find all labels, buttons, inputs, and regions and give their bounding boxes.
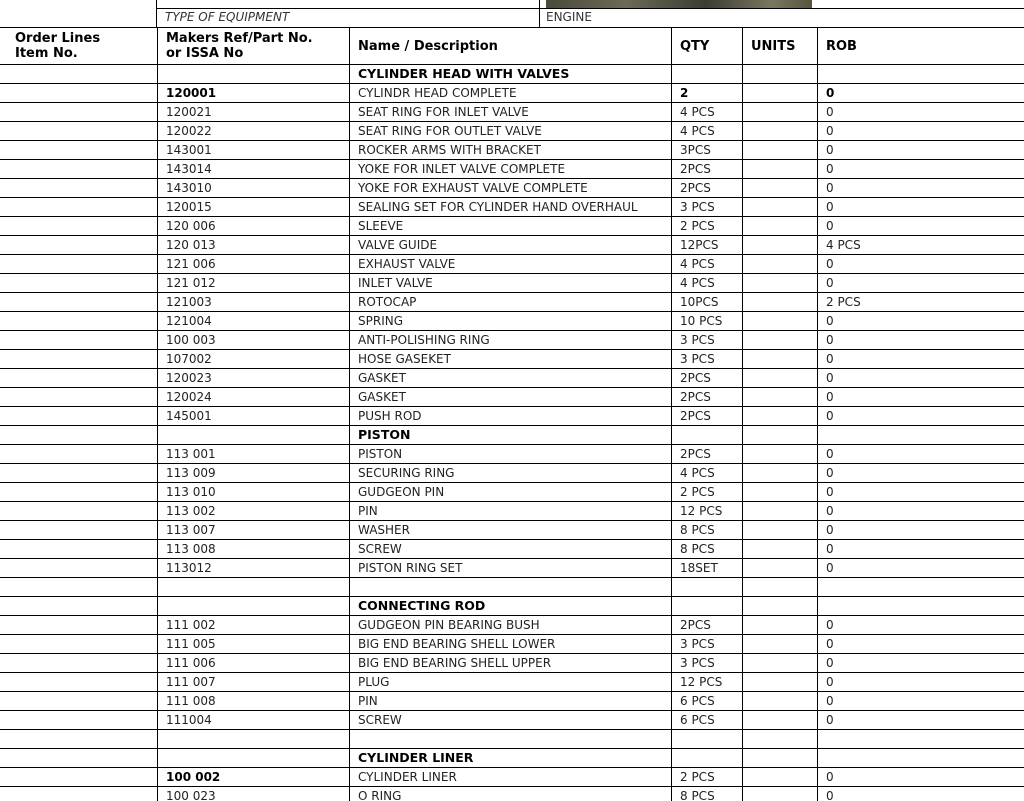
table-row — [1, 654, 1024, 673]
cell-rob: 0 — [818, 540, 1024, 559]
cell-name: CYLINDER HEAD WITH VALVES — [350, 65, 672, 84]
cell-units — [743, 597, 818, 616]
cell-qty: 2 PCS — [672, 768, 743, 787]
cell-qty: 10PCS — [672, 293, 743, 312]
table-row — [1, 198, 1024, 217]
cell-makers-ref: 111 002 — [158, 616, 350, 635]
cell-name: GASKET — [350, 388, 672, 407]
cell-name: WASHER — [350, 521, 672, 540]
table-row — [1, 274, 1024, 293]
table-row — [1, 236, 1024, 255]
cell-order-line — [1, 369, 158, 388]
cell-order-line — [1, 654, 158, 673]
cell-order-line — [1, 198, 158, 217]
cell-makers-ref: 145001 — [158, 407, 350, 426]
cell-units — [743, 787, 818, 801]
cell-makers-ref: 120015 — [158, 198, 350, 217]
parts-table — [0, 27, 1024, 801]
cell-qty — [672, 730, 743, 749]
header-order-lines: Order Lines Item No. — [1, 28, 158, 65]
cell-order-line — [1, 179, 158, 198]
cell-name: O RING — [350, 787, 672, 801]
cell-rob: 0 — [818, 521, 1024, 540]
table-row — [1, 540, 1024, 559]
cell-name: CYLINDR HEAD COMPLETE — [350, 84, 672, 103]
cell-order-line — [1, 236, 158, 255]
cell-order-line — [1, 768, 158, 787]
equipment-photo — [546, 0, 812, 8]
cell-name: PUSH ROD — [350, 407, 672, 426]
cell-order-line — [1, 407, 158, 426]
cell-makers-ref — [158, 65, 350, 84]
cell-makers-ref — [158, 426, 350, 445]
cell-rob: 0 — [818, 388, 1024, 407]
cell-qty: 4 PCS — [672, 464, 743, 483]
cell-qty: 3 PCS — [672, 331, 743, 350]
cell-makers-ref: 143001 — [158, 141, 350, 160]
cell-makers-ref: 111 007 — [158, 673, 350, 692]
cell-units — [743, 445, 818, 464]
cell-qty: 12PCS — [672, 236, 743, 255]
cell-units — [743, 559, 818, 578]
cell-order-line — [1, 540, 158, 559]
cell-makers-ref: 143010 — [158, 179, 350, 198]
cell-name: SEAT RING FOR INLET VALVE — [350, 103, 672, 122]
cell-qty: 2PCS — [672, 369, 743, 388]
cell-units — [743, 502, 818, 521]
cell-name: SPRING — [350, 312, 672, 331]
cell-order-line — [1, 274, 158, 293]
cell-order-line — [1, 502, 158, 521]
cell-order-line — [1, 749, 158, 768]
equipment-value: ENGINE — [546, 10, 592, 24]
cell-rob: 0 — [818, 274, 1024, 293]
cell-rob: 0 — [818, 559, 1024, 578]
cell-makers-ref — [158, 597, 350, 616]
cell-qty — [672, 426, 743, 445]
cell-makers-ref — [158, 730, 350, 749]
cell-name: BIG END BEARING SHELL UPPER — [350, 654, 672, 673]
cell-name: PLUG — [350, 673, 672, 692]
divider — [539, 0, 540, 27]
cell-units — [743, 730, 818, 749]
cell-qty — [672, 597, 743, 616]
cell-makers-ref: 113 001 — [158, 445, 350, 464]
cell-qty: 4 PCS — [672, 122, 743, 141]
table-row — [1, 312, 1024, 331]
cell-rob: 0 — [818, 692, 1024, 711]
cell-makers-ref: 121 012 — [158, 274, 350, 293]
cell-rob — [818, 426, 1024, 445]
cell-name — [350, 730, 672, 749]
cell-rob: 0 — [818, 122, 1024, 141]
cell-order-line — [1, 578, 158, 597]
cell-qty: 6 PCS — [672, 711, 743, 730]
table-row — [1, 635, 1024, 654]
cell-rob — [818, 749, 1024, 768]
cell-units — [743, 217, 818, 236]
cell-order-line — [1, 388, 158, 407]
cell-order-line — [1, 464, 158, 483]
cell-order-line — [1, 255, 158, 274]
cell-name: EXHAUST VALVE — [350, 255, 672, 274]
cell-makers-ref: 111004 — [158, 711, 350, 730]
section-header-row — [1, 597, 1024, 616]
table-row — [1, 407, 1024, 426]
cell-qty: 2PCS — [672, 616, 743, 635]
cell-makers-ref: 113 010 — [158, 483, 350, 502]
cell-rob: 0 — [818, 198, 1024, 217]
table-row — [1, 369, 1024, 388]
cell-qty: 2 PCS — [672, 483, 743, 502]
cell-units — [743, 654, 818, 673]
cell-name: YOKE FOR INLET VALVE COMPLETE — [350, 160, 672, 179]
cell-order-line — [1, 160, 158, 179]
cell-qty — [672, 65, 743, 84]
cell-qty: 10 PCS — [672, 312, 743, 331]
cell-units — [743, 65, 818, 84]
cell-qty: 3 PCS — [672, 198, 743, 217]
cell-rob — [818, 597, 1024, 616]
cell-rob: 0 — [818, 179, 1024, 198]
cell-makers-ref: 121 006 — [158, 255, 350, 274]
cell-rob: 0 — [818, 217, 1024, 236]
cell-order-line — [1, 217, 158, 236]
cell-name: PISTON RING SET — [350, 559, 672, 578]
cell-qty: 12 PCS — [672, 502, 743, 521]
cell-units — [743, 274, 818, 293]
cell-makers-ref: 111 008 — [158, 692, 350, 711]
cell-name: HOSE GASEKET — [350, 350, 672, 369]
table-row — [1, 616, 1024, 635]
table-row — [1, 255, 1024, 274]
table-row — [1, 141, 1024, 160]
cell-name: PIN — [350, 502, 672, 521]
cell-units — [743, 407, 818, 426]
table-row — [1, 179, 1024, 198]
cell-rob — [818, 730, 1024, 749]
cell-units — [743, 236, 818, 255]
cell-name: PIN — [350, 692, 672, 711]
cell-rob: 0 — [818, 635, 1024, 654]
cell-makers-ref: 113 002 — [158, 502, 350, 521]
table-row — [1, 445, 1024, 464]
cell-rob: 0 — [818, 160, 1024, 179]
cell-name: BIG END BEARING SHELL LOWER — [350, 635, 672, 654]
cell-order-line — [1, 293, 158, 312]
cell-order-line — [1, 787, 158, 801]
cell-makers-ref: 120 013 — [158, 236, 350, 255]
cell-units — [743, 692, 818, 711]
table-row — [1, 103, 1024, 122]
cell-units — [743, 749, 818, 768]
cell-units — [743, 122, 818, 141]
cell-makers-ref: 120 006 — [158, 217, 350, 236]
cell-units — [743, 711, 818, 730]
table-row — [1, 673, 1024, 692]
section-header-row — [1, 426, 1024, 445]
cell-name: SECURING RING — [350, 464, 672, 483]
table-row — [1, 692, 1024, 711]
table-header-row — [1, 28, 1024, 65]
cell-makers-ref: 100 003 — [158, 331, 350, 350]
cell-rob: 0 — [818, 711, 1024, 730]
cell-units — [743, 635, 818, 654]
cell-name: CYLINDER LINER — [350, 749, 672, 768]
cell-qty: 2 — [672, 84, 743, 103]
table-row — [1, 730, 1024, 749]
cell-makers-ref: 120001 — [158, 84, 350, 103]
cell-qty: 18SET — [672, 559, 743, 578]
cell-order-line — [1, 692, 158, 711]
cell-name: PISTON — [350, 445, 672, 464]
table-row — [1, 84, 1024, 103]
cell-makers-ref: 100 002 — [158, 768, 350, 787]
cell-qty: 2PCS — [672, 160, 743, 179]
divider — [156, 8, 1024, 9]
cell-name: YOKE FOR EXHAUST VALVE COMPLETE — [350, 179, 672, 198]
cell-order-line — [1, 350, 158, 369]
cell-name: GUDGEON PIN — [350, 483, 672, 502]
cell-name: VALVE GUIDE — [350, 236, 672, 255]
cell-name: ROTOCAP — [350, 293, 672, 312]
cell-makers-ref: 113 007 — [158, 521, 350, 540]
table-row — [1, 331, 1024, 350]
cell-name: ROCKER ARMS WITH BRACKET — [350, 141, 672, 160]
cell-rob: 0 — [818, 445, 1024, 464]
table-row — [1, 464, 1024, 483]
cell-order-line — [1, 597, 158, 616]
cell-units — [743, 388, 818, 407]
table-row — [1, 578, 1024, 597]
cell-order-line — [1, 635, 158, 654]
cell-qty: 4 PCS — [672, 103, 743, 122]
cell-order-line — [1, 426, 158, 445]
cell-rob: 0 — [818, 350, 1024, 369]
header-makers-ref: Makers Ref/Part No. or ISSA No — [158, 28, 350, 65]
header-qty: QTY — [672, 28, 743, 65]
section-header-row — [1, 65, 1024, 84]
cell-rob: 0 — [818, 103, 1024, 122]
cell-rob: 0 — [818, 312, 1024, 331]
cell-makers-ref: 113 009 — [158, 464, 350, 483]
table-row — [1, 388, 1024, 407]
divider — [156, 0, 157, 27]
cell-qty: 6 PCS — [672, 692, 743, 711]
cell-qty: 12 PCS — [672, 673, 743, 692]
cell-rob: 0 — [818, 673, 1024, 692]
cell-name: INLET VALVE — [350, 274, 672, 293]
cell-makers-ref: 113 008 — [158, 540, 350, 559]
cell-order-line — [1, 616, 158, 635]
cell-makers-ref — [158, 749, 350, 768]
cell-rob: 0 — [818, 84, 1024, 103]
header-name-description: Name / Description — [350, 28, 672, 65]
cell-makers-ref: 111 006 — [158, 654, 350, 673]
cell-qty: 4 PCS — [672, 255, 743, 274]
cell-rob: 0 — [818, 483, 1024, 502]
cell-order-line — [1, 331, 158, 350]
cell-order-line — [1, 122, 158, 141]
cell-qty: 2PCS — [672, 179, 743, 198]
cell-units — [743, 464, 818, 483]
cell-units — [743, 179, 818, 198]
cell-name: GUDGEON PIN BEARING BUSH — [350, 616, 672, 635]
cell-qty: 2 PCS — [672, 217, 743, 236]
table-row — [1, 160, 1024, 179]
cell-qty: 3 PCS — [672, 635, 743, 654]
table-row — [1, 293, 1024, 312]
cell-order-line — [1, 65, 158, 84]
cell-qty: 8 PCS — [672, 540, 743, 559]
cell-name: SCREW — [350, 711, 672, 730]
cell-rob: 0 — [818, 407, 1024, 426]
cell-order-line — [1, 103, 158, 122]
cell-order-line — [1, 445, 158, 464]
cell-makers-ref: 120021 — [158, 103, 350, 122]
table-row — [1, 559, 1024, 578]
cell-units — [743, 521, 818, 540]
cell-units — [743, 312, 818, 331]
cell-makers-ref: 120022 — [158, 122, 350, 141]
cell-units — [743, 103, 818, 122]
table-row — [1, 122, 1024, 141]
table-row — [1, 350, 1024, 369]
cell-units — [743, 426, 818, 445]
table-row — [1, 521, 1024, 540]
cell-order-line — [1, 312, 158, 331]
cell-units — [743, 84, 818, 103]
cell-order-line — [1, 673, 158, 692]
cell-order-line — [1, 730, 158, 749]
cell-order-line — [1, 521, 158, 540]
cell-units — [743, 578, 818, 597]
type-of-equipment-label: TYPE OF EQUIPMENT — [165, 10, 290, 24]
cell-name: GASKET — [350, 369, 672, 388]
cell-rob: 0 — [818, 464, 1024, 483]
section-header-row — [1, 749, 1024, 768]
header-units: UNITS — [743, 28, 818, 65]
cell-order-line — [1, 559, 158, 578]
cell-name: SEALING SET FOR CYLINDER HAND OVERHAUL — [350, 198, 672, 217]
table-row — [1, 502, 1024, 521]
cell-units — [743, 198, 818, 217]
cell-rob: 2 PCS — [818, 293, 1024, 312]
cell-qty: 4 PCS — [672, 274, 743, 293]
cell-makers-ref: 120024 — [158, 388, 350, 407]
cell-qty: 3 PCS — [672, 350, 743, 369]
cell-rob: 0 — [818, 616, 1024, 635]
cell-rob — [818, 578, 1024, 597]
cell-makers-ref: 121004 — [158, 312, 350, 331]
cell-qty: 8 PCS — [672, 521, 743, 540]
cell-units — [743, 255, 818, 274]
cell-units — [743, 616, 818, 635]
cell-units — [743, 483, 818, 502]
cell-rob: 0 — [818, 502, 1024, 521]
cell-rob: 0 — [818, 787, 1024, 801]
cell-qty — [672, 578, 743, 597]
cell-order-line — [1, 141, 158, 160]
cell-units — [743, 369, 818, 388]
table-row — [1, 217, 1024, 236]
cell-qty: 3 PCS — [672, 654, 743, 673]
cell-makers-ref: 120023 — [158, 369, 350, 388]
cell-units — [743, 141, 818, 160]
cell-qty: 2PCS — [672, 407, 743, 426]
cell-rob: 0 — [818, 768, 1024, 787]
cell-rob — [818, 65, 1024, 84]
cell-qty: 8 PCS — [672, 787, 743, 801]
cell-units — [743, 350, 818, 369]
header-rob: ROB — [818, 28, 1024, 65]
table-row — [1, 768, 1024, 787]
cell-units — [743, 768, 818, 787]
cell-name: SLEEVE — [350, 217, 672, 236]
cell-rob: 4 PCS — [818, 236, 1024, 255]
equipment-header-row — [0, 0, 1024, 27]
table-row — [1, 787, 1024, 801]
cell-order-line — [1, 483, 158, 502]
cell-makers-ref: 100 023 — [158, 787, 350, 801]
cell-units — [743, 331, 818, 350]
cell-name: SCREW — [350, 540, 672, 559]
cell-makers-ref: 143014 — [158, 160, 350, 179]
cell-makers-ref: 121003 — [158, 293, 350, 312]
cell-name: PISTON — [350, 426, 672, 445]
cell-qty: 3PCS — [672, 141, 743, 160]
cell-makers-ref: 107002 — [158, 350, 350, 369]
cell-name: CYLINDER LINER — [350, 768, 672, 787]
table-row — [1, 711, 1024, 730]
cell-order-line — [1, 84, 158, 103]
cell-units — [743, 540, 818, 559]
table-row — [1, 483, 1024, 502]
cell-rob: 0 — [818, 255, 1024, 274]
cell-units — [743, 673, 818, 692]
cell-rob: 0 — [818, 369, 1024, 388]
cell-makers-ref: 113012 — [158, 559, 350, 578]
cell-rob: 0 — [818, 141, 1024, 160]
cell-name: SEAT RING FOR OUTLET VALVE — [350, 122, 672, 141]
cell-units — [743, 160, 818, 179]
cell-qty: 2PCS — [672, 388, 743, 407]
cell-name: CONNECTING ROD — [350, 597, 672, 616]
cell-order-line — [1, 711, 158, 730]
cell-makers-ref: 111 005 — [158, 635, 350, 654]
cell-qty: 2PCS — [672, 445, 743, 464]
cell-qty — [672, 749, 743, 768]
cell-name: ANTI-POLISHING RING — [350, 331, 672, 350]
cell-name — [350, 578, 672, 597]
cell-rob: 0 — [818, 654, 1024, 673]
cell-units — [743, 293, 818, 312]
cell-makers-ref — [158, 578, 350, 597]
cell-rob: 0 — [818, 331, 1024, 350]
